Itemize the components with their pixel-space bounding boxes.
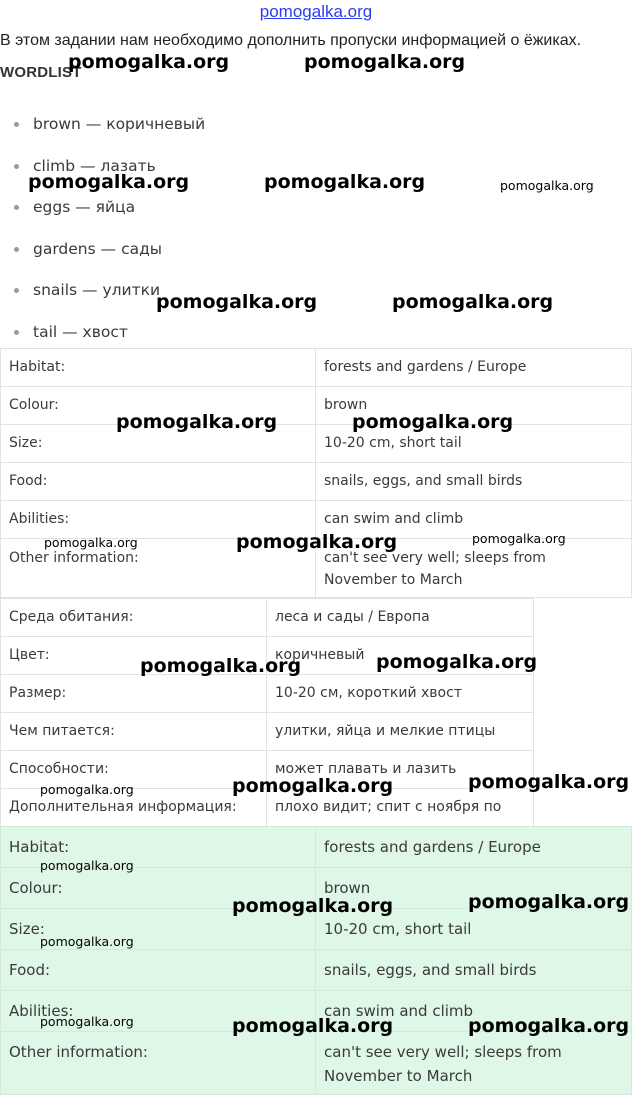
table-row bbox=[1, 675, 534, 713]
wordlist-item: gardens — сады bbox=[14, 233, 205, 275]
row-value: леса и сады / Европа bbox=[267, 599, 534, 637]
table-row bbox=[1, 713, 534, 751]
watermark: pomogalka.org bbox=[40, 1014, 134, 1029]
bullet-icon bbox=[14, 164, 19, 169]
row-value: brown bbox=[316, 868, 632, 909]
watermark: pomogalka.org bbox=[232, 1015, 394, 1037]
row-label: Size: bbox=[1, 909, 316, 950]
row-value: can't see very well; sleeps from November to March bbox=[316, 1032, 632, 1095]
watermark: pomogalka.org bbox=[40, 858, 134, 873]
row-value: улитки, яйца и мелкие птицы bbox=[267, 713, 534, 751]
row-label: Цвет: bbox=[1, 637, 267, 675]
row-value: can't see very well; sleeps from November to March bbox=[316, 539, 632, 598]
row-value: 10-20 см, короткий хвост bbox=[267, 675, 534, 713]
row-label: Чем питается: bbox=[1, 713, 267, 751]
row-value: snails, eggs, and small birds bbox=[316, 463, 632, 501]
hedgehog-table-english bbox=[0, 348, 632, 598]
row-label: Size: bbox=[1, 425, 316, 463]
wordlist-item: tail — хвост bbox=[14, 316, 205, 358]
row-label: Colour: bbox=[1, 868, 316, 909]
watermark: pomogalka.org bbox=[232, 775, 394, 797]
row-value: can swim and climb bbox=[316, 501, 632, 539]
table-row bbox=[1, 463, 632, 501]
header-watermark-link[interactable]: pomogalka.org bbox=[259, 2, 373, 21]
row-value: forests and gardens / Europe bbox=[316, 349, 632, 387]
row-value: brown bbox=[316, 387, 632, 425]
watermark: pomogalka.org bbox=[28, 171, 190, 193]
row-value: плохо видит; спит с ноября по bbox=[267, 789, 534, 864]
row-value: snails, eggs, and small birds bbox=[316, 950, 632, 991]
row-label: Food: bbox=[1, 950, 316, 991]
watermark: pomogalka.org bbox=[140, 655, 302, 677]
watermark: pomogalka.org bbox=[40, 782, 134, 797]
row-value: can swim and climb bbox=[316, 991, 632, 1032]
hedgehog-table-russian bbox=[0, 598, 534, 864]
bullet-icon bbox=[14, 288, 19, 293]
row-label: Food: bbox=[1, 463, 316, 501]
watermark: pomogalka.org bbox=[232, 895, 394, 917]
row-label: Colour: bbox=[1, 387, 316, 425]
wordlist-item: brown — коричневый bbox=[14, 108, 205, 150]
watermark: pomogalka.org bbox=[352, 411, 514, 433]
bullet-icon bbox=[14, 330, 19, 335]
row-value: коричневый bbox=[267, 637, 534, 675]
row-label: Размер: bbox=[1, 675, 267, 713]
bullet-icon bbox=[14, 122, 19, 127]
row-value: может плавать и лазить bbox=[267, 751, 534, 789]
row-label: Abilities: bbox=[1, 501, 316, 539]
row-label: Способности: bbox=[1, 751, 267, 789]
wordlist-heading: WORDLIST bbox=[0, 64, 82, 81]
watermark: pomogalka.org bbox=[468, 771, 630, 793]
watermark: pomogalka.org bbox=[500, 178, 594, 193]
row-value: 10-20 cm, short tail bbox=[316, 909, 632, 950]
row-label: Other information: bbox=[1, 539, 316, 598]
bullet-icon bbox=[14, 247, 19, 252]
table-row bbox=[1, 1032, 632, 1095]
wordlist-item: snails — улитки bbox=[14, 274, 205, 316]
watermark: pomogalka.org bbox=[156, 291, 318, 313]
wordlist bbox=[14, 108, 205, 358]
row-label: Abilities: bbox=[1, 991, 316, 1032]
watermark: pomogalka.org bbox=[264, 171, 426, 193]
row-label: Дополнительная информация: bbox=[1, 789, 267, 864]
row-label: Habitat: bbox=[1, 827, 316, 868]
row-label: Habitat: bbox=[1, 349, 316, 387]
watermark: pomogalka.org bbox=[116, 411, 278, 433]
wordlist-item: eggs — яйца bbox=[14, 191, 205, 233]
row-value: forests and gardens / Europe bbox=[316, 827, 632, 868]
watermark: pomogalka.org bbox=[44, 535, 138, 550]
table-row bbox=[1, 349, 632, 387]
watermark: pomogalka.org bbox=[236, 531, 398, 553]
watermark: pomogalka.org bbox=[376, 651, 538, 673]
row-label: Среда обитания: bbox=[1, 599, 267, 637]
watermark: pomogalka.org bbox=[304, 51, 466, 73]
watermark: pomogalka.org bbox=[472, 531, 566, 546]
table-row bbox=[1, 425, 632, 463]
intro-text: В этом задании нам необходимо дополнить пропуски информацией о ёжиках. bbox=[0, 32, 582, 49]
wordlist-item: climb — лазать bbox=[14, 150, 205, 192]
watermark: pomogalka.org bbox=[468, 891, 630, 913]
table-row bbox=[1, 599, 534, 637]
row-label: Other information: bbox=[1, 1032, 316, 1095]
row-value: 10-20 cm, short tail bbox=[316, 425, 632, 463]
watermark: pomogalka.org bbox=[68, 51, 230, 73]
watermark: pomogalka.org bbox=[392, 291, 554, 313]
table-row bbox=[1, 387, 632, 425]
watermark: pomogalka.org bbox=[468, 1015, 630, 1037]
table-row bbox=[1, 950, 632, 991]
bullet-icon bbox=[14, 205, 19, 210]
watermark: pomogalka.org bbox=[40, 934, 134, 949]
